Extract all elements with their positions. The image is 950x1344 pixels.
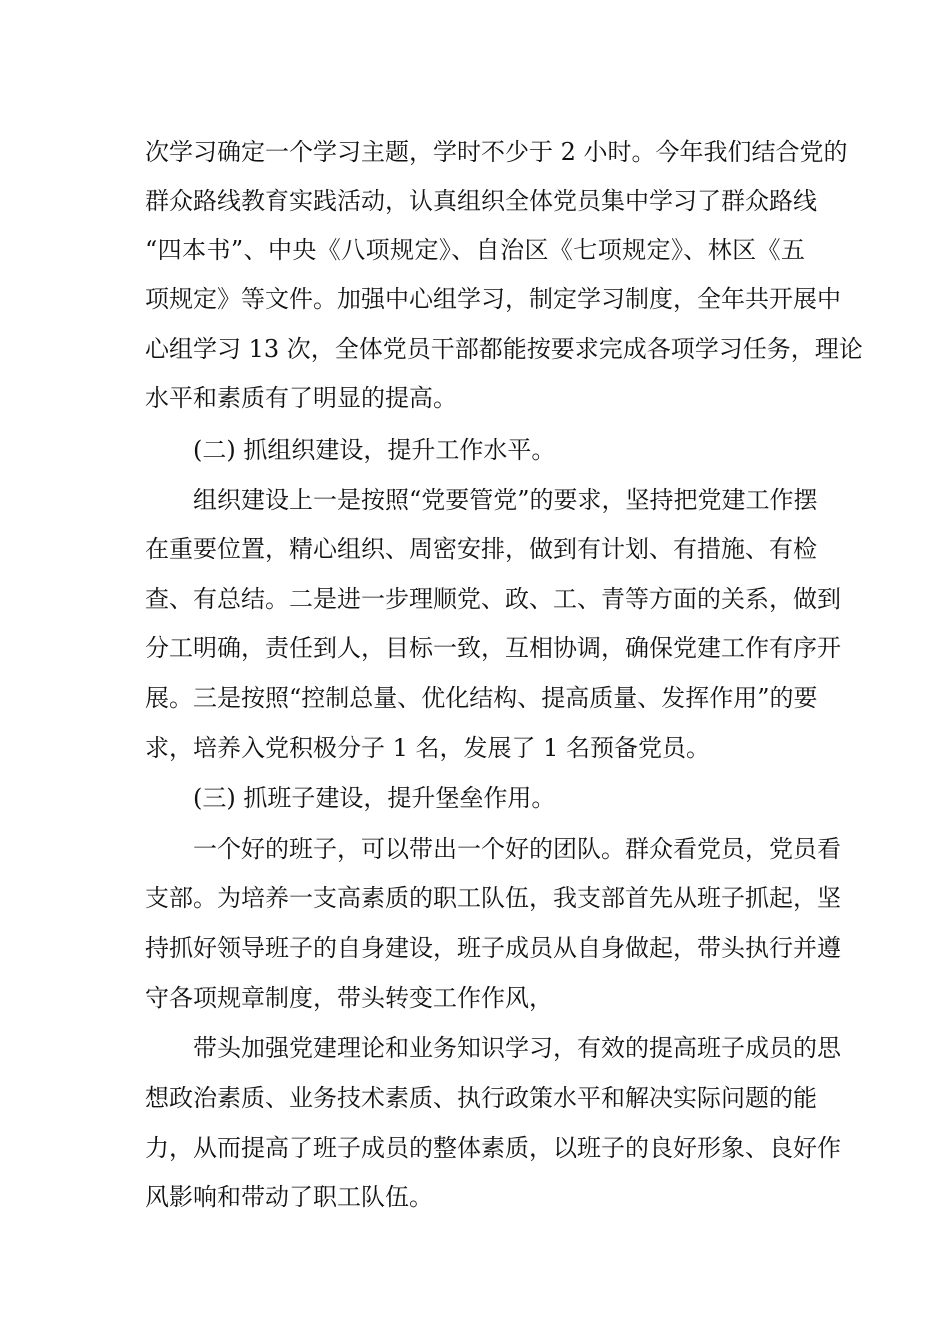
paragraph-3-line-3: 持抓好领导班子的自身建设，班子成员从自身做起，带头执行并遵 [145,934,841,962]
paragraph-1-line-2: 群众路线教育实践活动，认真组织全体党员集中学习了群众路线 [145,187,817,215]
paragraph-2-line-5: 展。三是按照“控制总量、优化结构、提高质量、发挥作用”的要 [145,684,818,712]
paragraph-4-line-1: 带头加强党建理论和业务知识学习，有效的提高班子成员的思 [193,1034,841,1062]
section-heading-3: (三) 抓班子建设，提升堡垒作用。 [193,784,556,812]
paragraph-2-line-2: 在重要位置，精心组织、周密安排，做到有计划、有措施、有检 [145,535,817,563]
paragraph-4-line-2: 想政治素质、业务技术素质、执行政策水平和解决实际问题的能 [145,1084,817,1112]
paragraph-3-line-4: 守各项规章制度，带头转变工作作风， [145,984,553,1012]
paragraph-4-line-3: 力，从而提高了班子成员的整体素质，以班子的良好形象、良好作 [145,1134,841,1162]
paragraph-4-line-4: 风影响和带动了职工队伍。 [145,1183,433,1211]
paragraph-1-line-4: 项规定》等文件。加强中心组学习，制定学习制度，全年共开展中 [145,285,841,313]
paragraph-1-line-1: 次学习确定一个学习主题，学时不少于 2 小时。今年我们结合党的 [145,138,848,166]
section-heading-2: (二) 抓组织建设，提升工作水平。 [193,436,556,464]
paragraph-1-line-3: “四本书”、中央《八项规定》、自治区《七项规定》、林区《五 [145,236,805,264]
paragraph-2-line-1: 组织建设上一是按照“党要管党”的要求，坚持把党建工作摆 [193,486,818,514]
paragraph-2-line-6: 求，培养入党积极分子 1 名，发展了 1 名预备党员。 [145,734,711,762]
paragraph-2-line-4: 分工明确，责任到人，目标一致，互相协调，确保党建工作有序开 [145,634,841,662]
paragraph-3-line-1: 一个好的班子，可以带出一个好的团队。群众看党员，党员看 [193,835,841,863]
paragraph-3-line-2: 支部。为培养一支高素质的职工队伍，我支部首先从班子抓起，坚 [145,884,841,912]
paragraph-1-line-6: 水平和素质有了明显的提高。 [145,384,457,412]
paragraph-1-line-5: 心组学习 13 次，全体党员干部都能按要求完成各项学习任务，理论 [145,335,863,363]
paragraph-2-line-3: 查、有总结。二是进一步理顺党、政、工、青等方面的关系，做到 [145,585,841,613]
